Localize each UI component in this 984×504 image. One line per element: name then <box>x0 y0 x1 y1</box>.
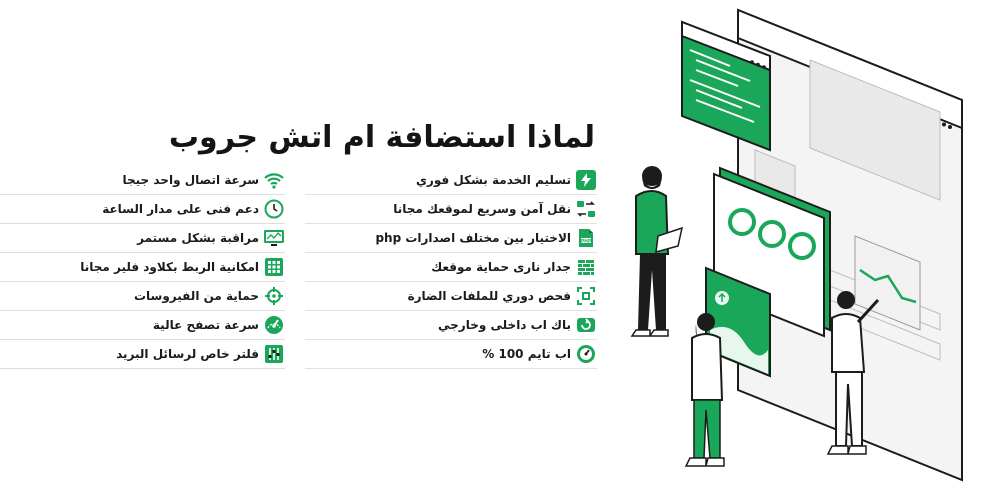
crosshair-icon <box>263 285 285 307</box>
php-file-icon <box>575 227 597 249</box>
uptime-gauge-icon <box>575 343 597 365</box>
feature-item <box>305 224 597 253</box>
feature-label: اب تايم 100 % <box>482 347 571 361</box>
feature-label: حماية من الفيروسات <box>133 289 259 303</box>
firewall-icon <box>575 256 597 278</box>
hosting-illustration <box>610 0 984 504</box>
feature-label: الاختيار بين مختلف اصدارات php <box>375 231 571 245</box>
scan-icon <box>575 285 597 307</box>
feature-label: امكانية الربط بكلاود فلير مجانا <box>80 260 259 274</box>
feature-item <box>0 253 285 282</box>
features-list-left <box>0 166 285 369</box>
feature-label: تسليم الخدمة بشكل فوري <box>415 173 571 187</box>
feature-item <box>305 282 597 311</box>
feature-label: مراقبة بشكل مستمر <box>137 231 259 245</box>
lightning-icon <box>575 169 597 191</box>
feature-label: سرعة اتصال واحد جيجا <box>122 173 259 187</box>
feature-item <box>305 311 597 340</box>
feature-label: جدار نارى حماية موقعك <box>431 260 571 274</box>
transfer-icon <box>575 198 597 220</box>
feature-item <box>0 195 285 224</box>
feature-item <box>305 253 597 282</box>
feature-label: دعم فنى على مدار الساعة <box>102 202 259 216</box>
feature-item <box>305 340 597 369</box>
clock-24-icon <box>263 198 285 220</box>
feature-item <box>0 224 285 253</box>
wifi-icon <box>263 169 285 191</box>
filter-sliders-icon <box>263 343 285 365</box>
cloud-grid-icon <box>263 256 285 278</box>
feature-label: فلتر خاص لرسائل البريد <box>116 347 259 361</box>
feature-item <box>305 166 597 195</box>
feature-label: باك اب داخلى وخارجي <box>438 318 571 332</box>
feature-item <box>0 166 285 195</box>
speedometer-icon <box>263 314 285 336</box>
feature-label: فحص دوري للملفات الضارة <box>407 289 571 303</box>
feature-label: سرعة تصفح عالية <box>152 318 259 332</box>
backup-icon <box>575 314 597 336</box>
svg-text:PHP: PHP <box>580 239 592 245</box>
feature-item <box>0 311 285 340</box>
features-list-right <box>305 166 597 369</box>
monitor-icon <box>263 227 285 249</box>
feature-label: نقل آمن وسريع لموقعك مجانا <box>393 202 571 216</box>
feature-item <box>305 195 597 224</box>
page-title: لماذا استضافة ام اتش جروب <box>168 120 595 155</box>
person-with-laptop-illustration <box>632 166 682 336</box>
feature-item <box>0 282 285 311</box>
feature-item <box>0 340 285 369</box>
